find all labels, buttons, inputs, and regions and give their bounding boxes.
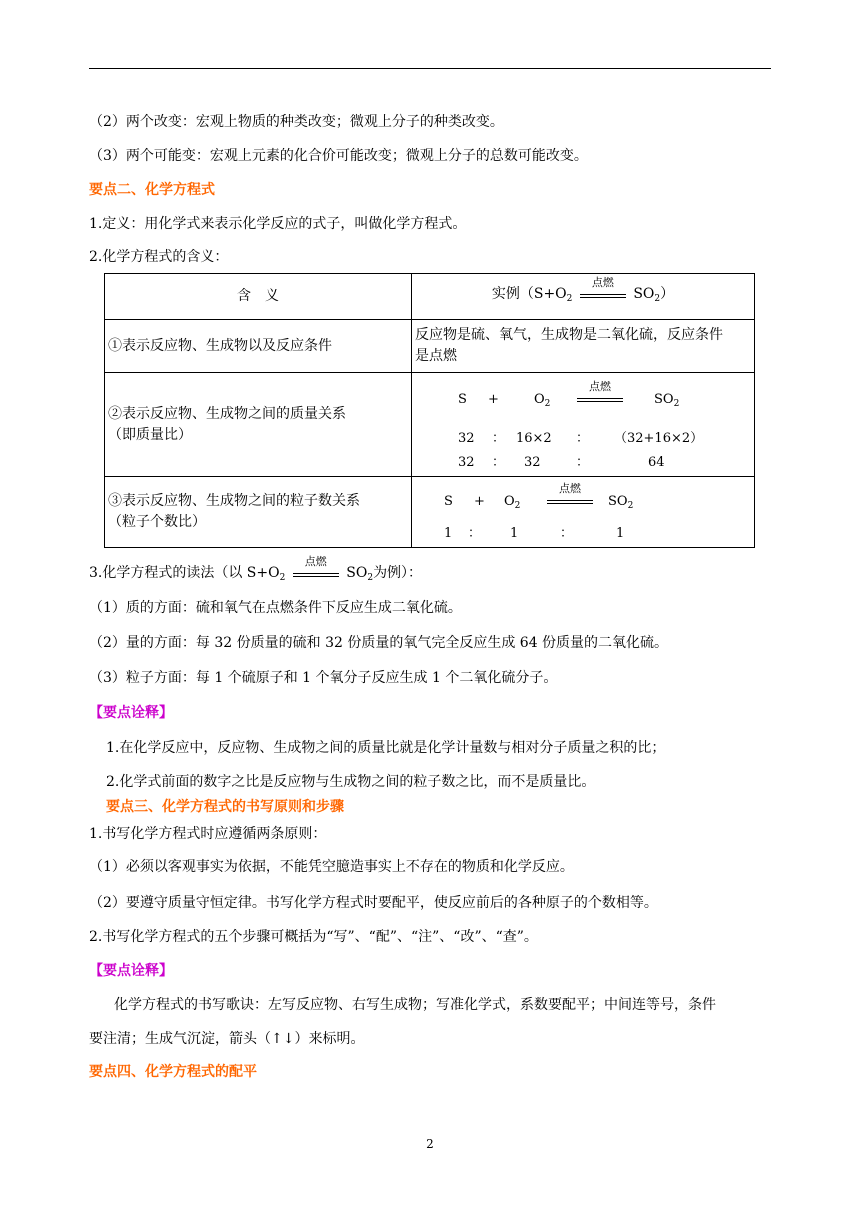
paragraph: 2.化学方程式的含义： bbox=[89, 249, 229, 265]
condition-arrow: 点燃 bbox=[544, 489, 596, 510]
paragraph: 1.书写化学方程式时应遵循两条原则： bbox=[89, 826, 327, 842]
paragraph: 要注清；生成气沉淀，箭头（↑↓）来标明。 bbox=[89, 1031, 365, 1047]
table-row-1-meaning: ①表示反应物、生成物以及反应条件 bbox=[105, 320, 412, 373]
paragraph: （2）量的方面：每 32 份质量的硫和 32 份质量的氧气完全反应生成 64 份质量的二氧化硫。 bbox=[89, 635, 669, 651]
table-row-3-meaning: ③表示反应物、生成物之间的粒子数关系 （粒子个数比） bbox=[105, 477, 412, 548]
paragraph: 2.化学式前面的数字之比是反应物与生成物之间的粒子数之比，而不是质量比。 bbox=[106, 774, 596, 790]
note-heading: 【要点诠释】 bbox=[89, 963, 173, 979]
header-rule bbox=[89, 68, 771, 69]
table-row-1-example: 反应物是硫、氧气，生成物是二氧化硫，反应条件 是点燃 bbox=[412, 320, 755, 373]
page-number: 2 bbox=[426, 1137, 434, 1151]
paragraph: （2）要遵守质量守恒定律。书写化学方程式时要配平，使反应前后的各种原子的个数相等。 bbox=[89, 895, 658, 911]
section-heading: 要点三、化学方程式的书写原则和步骤 bbox=[106, 799, 344, 815]
section-heading: 要点二、化学方程式 bbox=[89, 182, 215, 198]
paragraph: 2.书写化学方程式的五个步骤可概括为“写”、“配”、“注”、“改”、“查”。 bbox=[89, 929, 538, 945]
paragraph: （1）必须以客观事实为依据，不能凭空臆造事实上不存在的物质和化学反应。 bbox=[89, 859, 574, 875]
equation-meaning-table bbox=[104, 273, 755, 548]
table-header-meaning: 含 义 bbox=[105, 274, 412, 320]
condition-arrow: 点燃 bbox=[293, 564, 339, 582]
table-header-example: 实例（$S+O_2$ 点燃 $SO_2$） bbox=[412, 274, 755, 320]
paragraph: （1）质的方面：硫和氧气在点燃条件下反应生成二氧化硫。 bbox=[89, 600, 462, 616]
paragraph: 化学方程式的书写歌诀：左写反应物、右写生成物；写准化学式，系数要配平；中间连等号，条件 bbox=[114, 997, 716, 1013]
paragraph: （2）两个改变：宏观上物质的种类改变；微观上分子的种类改变。 bbox=[89, 114, 504, 130]
paragraph: （3）两个可能变：宏观上元素的化合价可能改变；微观上分子的总数可能改变。 bbox=[89, 148, 588, 164]
paragraph: （3）粒子方面：每 1 个硫原子和 1 个氧分子反应生成 1 个二氧化硫分子。 bbox=[89, 670, 558, 686]
note-heading: 【要点诠释】 bbox=[89, 705, 173, 721]
paragraph: 1.在化学反应中，反应物、生成物之间的质量比就是化学计量数与相对分子质量之积的比； bbox=[106, 740, 666, 756]
table-row-2-example: S + $O_2$ 点燃 $SO_2$ 32 ： 16×2 ： （32+16×2） 32 ： 32 ： 64 bbox=[412, 373, 755, 477]
section-heading: 要点四、化学方程式的配平 bbox=[89, 1064, 257, 1080]
paragraph: 3.化学方程式的读法（以 $S+O_2$ 点燃 $SO_2$为例）： bbox=[89, 555, 423, 583]
paragraph: 1.定义：用化学式来表示化学反应的式子，叫做化学方程式。 bbox=[89, 216, 467, 232]
table-row-3-example: S + $O_2$ 点燃 $SO_2$ 1 ： 1 ： 1 bbox=[412, 477, 755, 548]
table-row-2-meaning: ②表示反应物、生成物之间的质量关系 （即质量比） bbox=[105, 373, 412, 477]
condition-arrow: 点燃 bbox=[580, 285, 626, 303]
condition-arrow: 点燃 bbox=[574, 387, 626, 408]
